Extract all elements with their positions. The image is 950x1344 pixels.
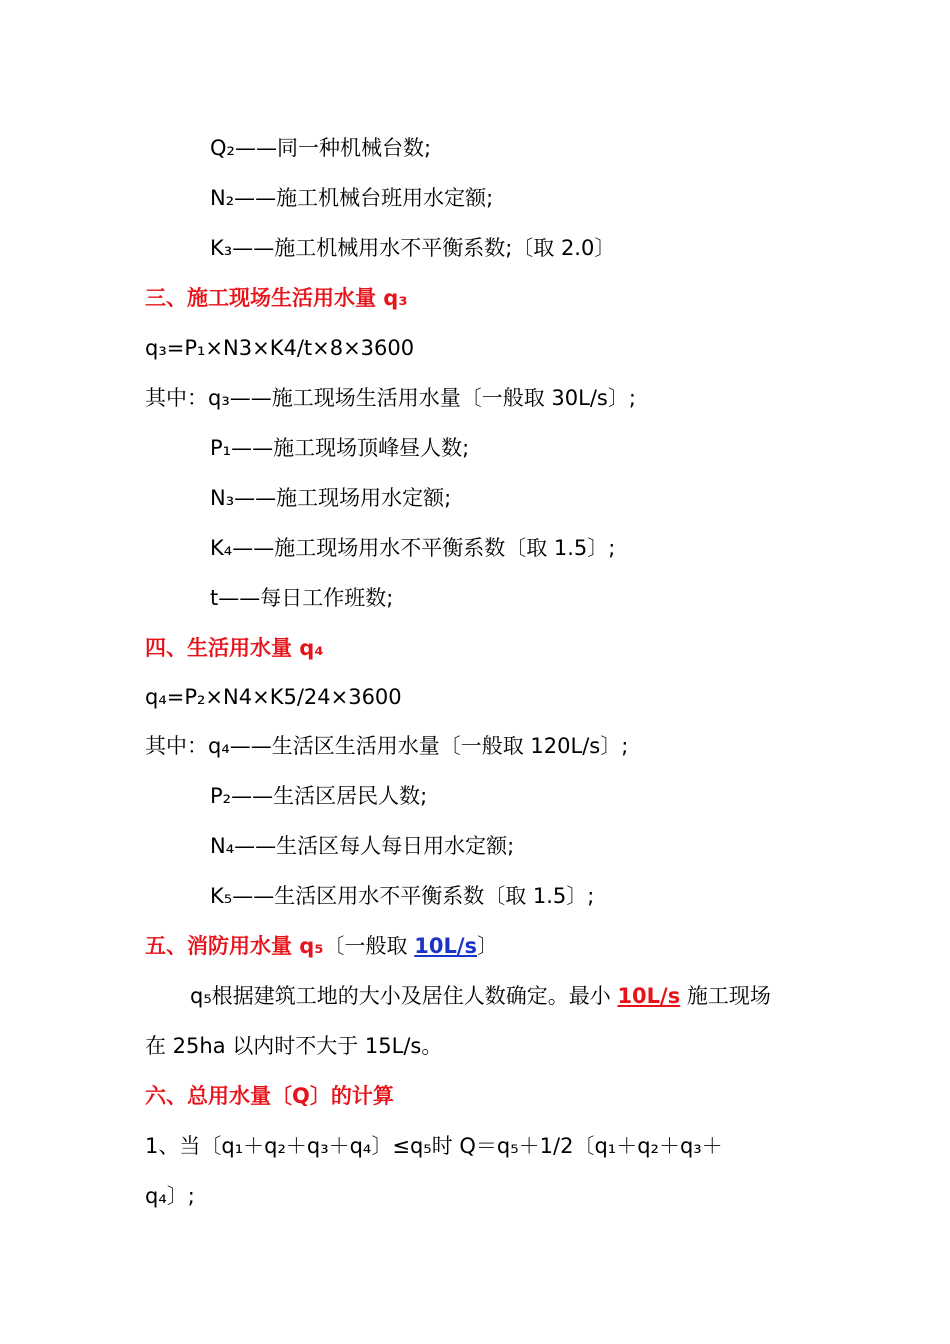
- q3-formula: q₃=P₁×N3×K4/t×8×3600: [145, 336, 415, 360]
- q5-paragraph-a: q₅根据建筑工地的大小及居住人数确定。最小: [190, 984, 618, 1008]
- q5-paragraph-line-1: [190, 981, 771, 1011]
- p2-definition: P₂——生活区居民人数;: [210, 784, 428, 808]
- section-5-paren-open: 〔一般取: [323, 934, 415, 958]
- section-3-heading: 三、施工现场生活用水量 q₃: [145, 286, 408, 310]
- section-5-paren-close: 〕: [477, 934, 499, 958]
- section-5-heading: 五、消防用水量 q₅: [145, 934, 324, 958]
- q5-paragraph-line-2: 在 25ha 以内时不大于 15L/s。: [145, 1034, 443, 1058]
- p1-definition: P₁——施工现场顶峰昼人数;: [210, 436, 470, 460]
- q4-formula: q₄=P₂×N4×K5/24×3600: [145, 685, 402, 709]
- k4-definition: K₄——施工现场用水不平衡系数〔取 1.5〕;: [210, 536, 616, 560]
- rule-1-line-1: 1、当〔q₁＋q₂＋q₃＋q₄〕≤q₅时 Q＝q₅＋1/2〔q₁＋q₂＋q₃＋: [145, 1134, 723, 1158]
- min-fire-water-link[interactable]: 10L/s: [617, 984, 681, 1008]
- q4-definition: 其中：q₄——生活区生活用水量〔一般取 120L/s〕;: [145, 734, 629, 758]
- k3-definition: K₃——施工机械用水不平衡系数;〔取 2.0〕: [210, 236, 616, 260]
- k5-definition: K₅——生活区用水不平衡系数〔取 1.5〕;: [210, 884, 595, 908]
- rule-1-line-2: q₄〕;: [145, 1184, 195, 1208]
- q5-paragraph-b: 施工现场: [680, 984, 771, 1008]
- section-6-heading: 六、总用水量〔Q〕的计算: [145, 1084, 394, 1108]
- n4-definition: N₄——生活区每人每日用水定额;: [210, 834, 515, 858]
- section-5-heading-line: [145, 931, 498, 961]
- q3-definition: 其中：q₃——施工现场生活用水量〔一般取 30L/s〕;: [145, 386, 636, 410]
- t-definition: t——每日工作班数;: [210, 586, 394, 610]
- n3-definition: N₃——施工现场用水定额;: [210, 486, 452, 510]
- section-4-heading: 四、生活用水量 q₄: [145, 636, 324, 660]
- n2-definition: N₂——施工机械台班用水定额;: [210, 186, 494, 210]
- fire-water-value-link[interactable]: 10L/s: [414, 934, 478, 958]
- q2-definition: Q₂——同一种机械台数;: [210, 136, 432, 160]
